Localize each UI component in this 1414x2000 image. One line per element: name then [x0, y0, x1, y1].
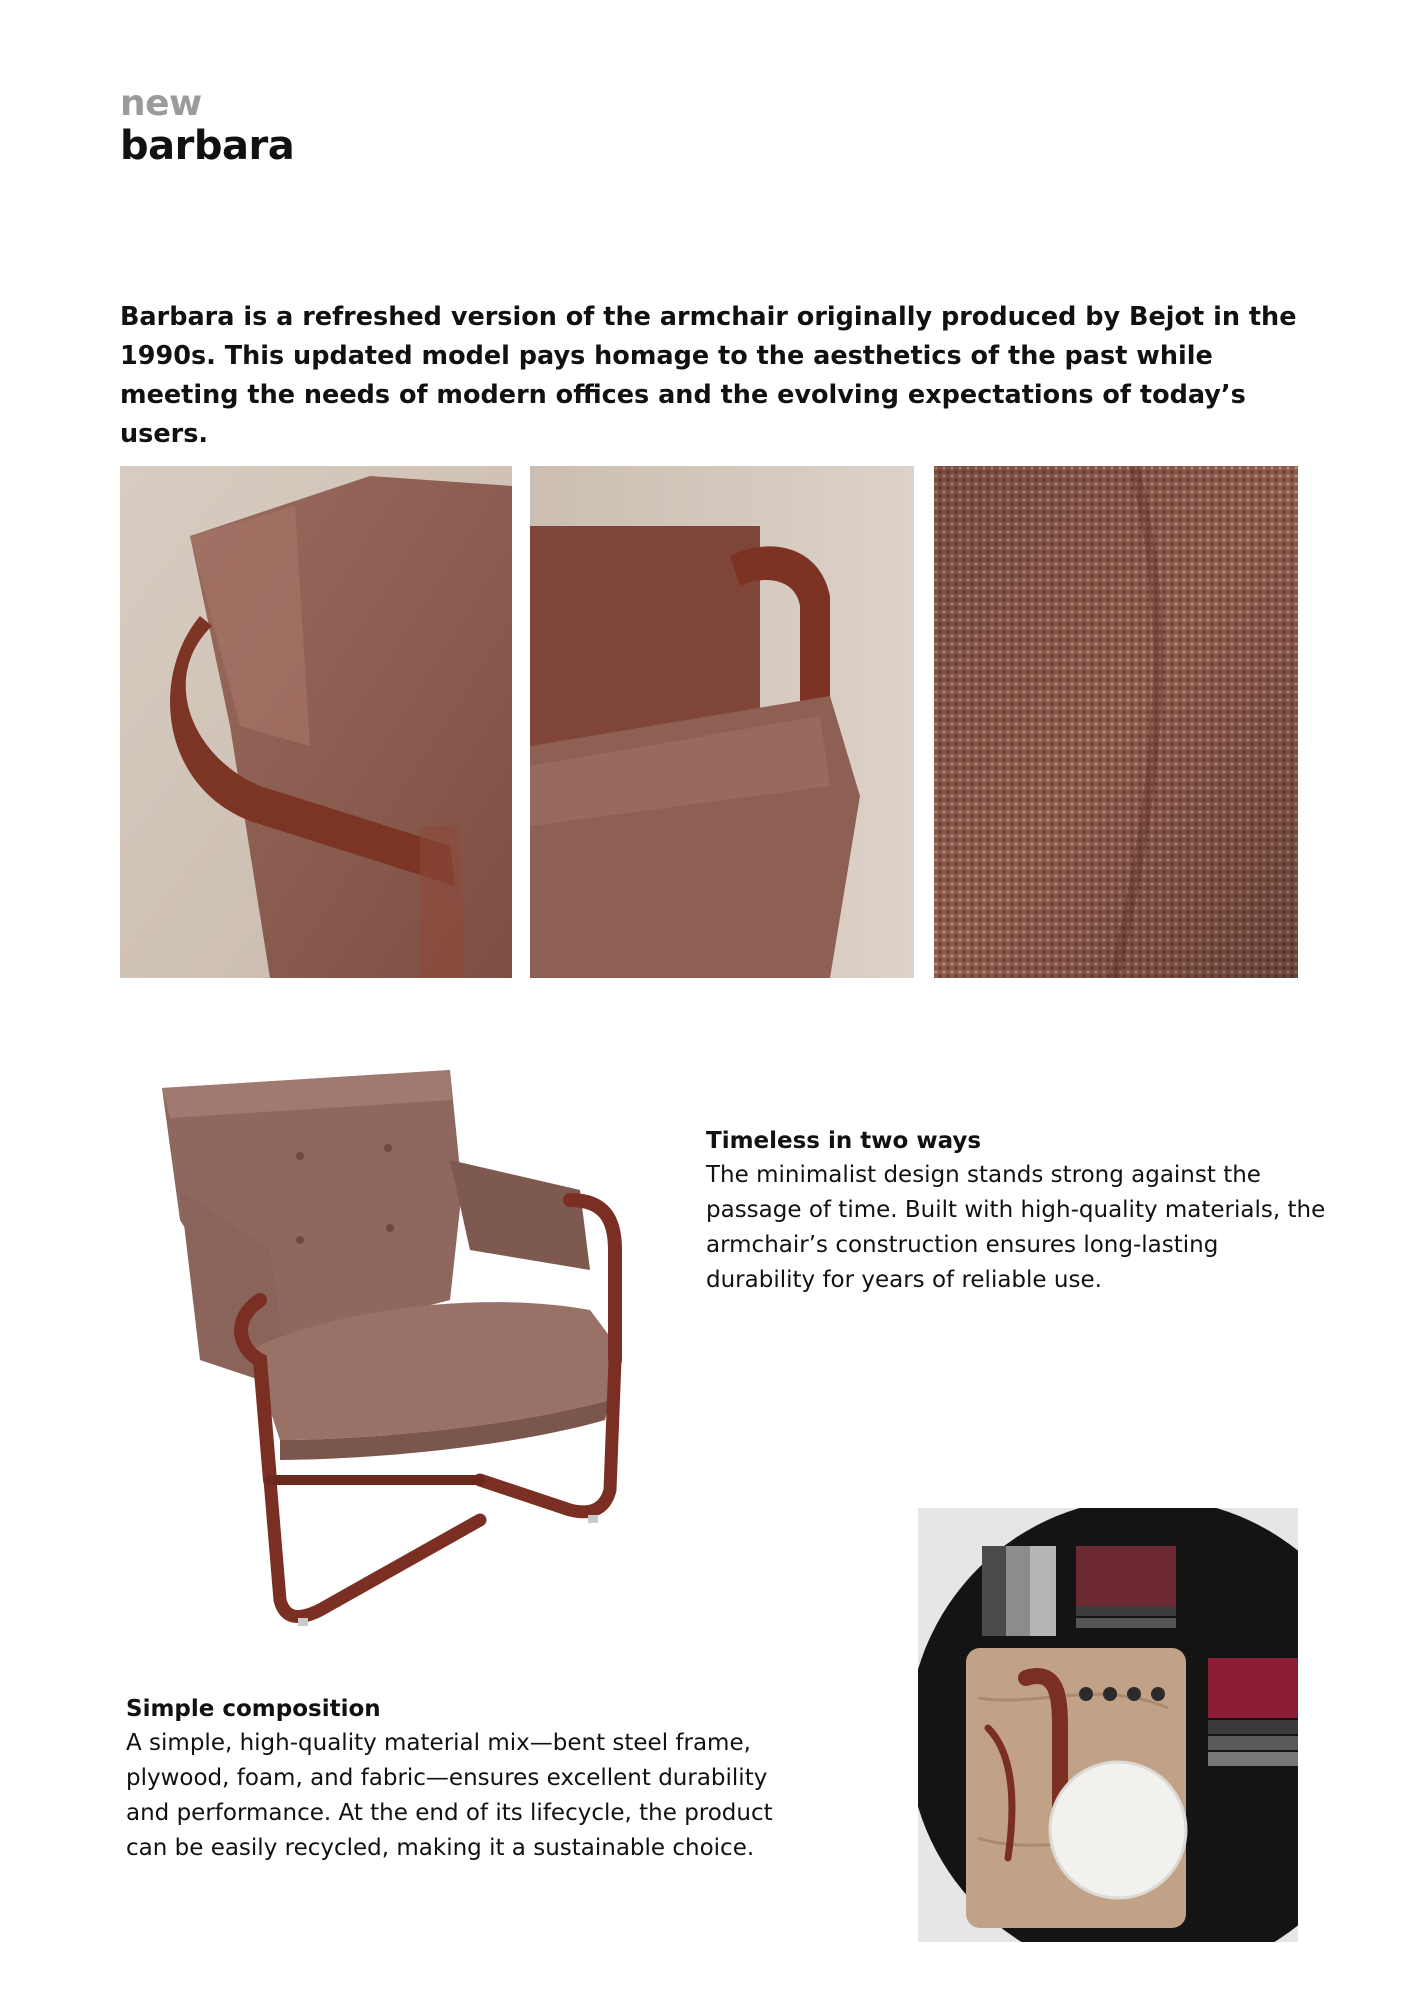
page-title: barbara	[120, 123, 295, 169]
photo-armchair-product	[150, 1060, 670, 1640]
header-kicker: new	[120, 83, 202, 124]
feature-body: The minimalist design stands strong against the passage of time. Built with high-quality materials, the armchair’s construction ensures long-lasting durability for years of reliable use.	[706, 1162, 1326, 1293]
photo-armchair-backrest-detail	[120, 466, 512, 978]
photo-material-board	[918, 1508, 1298, 1942]
feature-timeless	[706, 1124, 1326, 1298]
feature-simple-composition	[126, 1692, 806, 1866]
photo-armrest-seat-detail	[530, 466, 914, 978]
feature-body: A simple, high-quality material mix—bent steel frame, plywood, foam, and fabric—ensures excellent durability and performance. At the end of its lifecycle, the product can be easily recycled, making it a sustainable choice.	[126, 1730, 773, 1861]
photo-fabric-texture	[934, 466, 1298, 978]
feature-title: Timeless in two ways	[706, 1128, 982, 1154]
intro-paragraph: Barbara is a refreshed version of the armchair originally produced by Bejot in the 1990s. This updated model pays homage to the aesthetics of the past while meeting the needs of modern offices and the evolving expectations of today’s users.	[120, 302, 1297, 449]
feature-title: Simple composition	[126, 1696, 381, 1722]
